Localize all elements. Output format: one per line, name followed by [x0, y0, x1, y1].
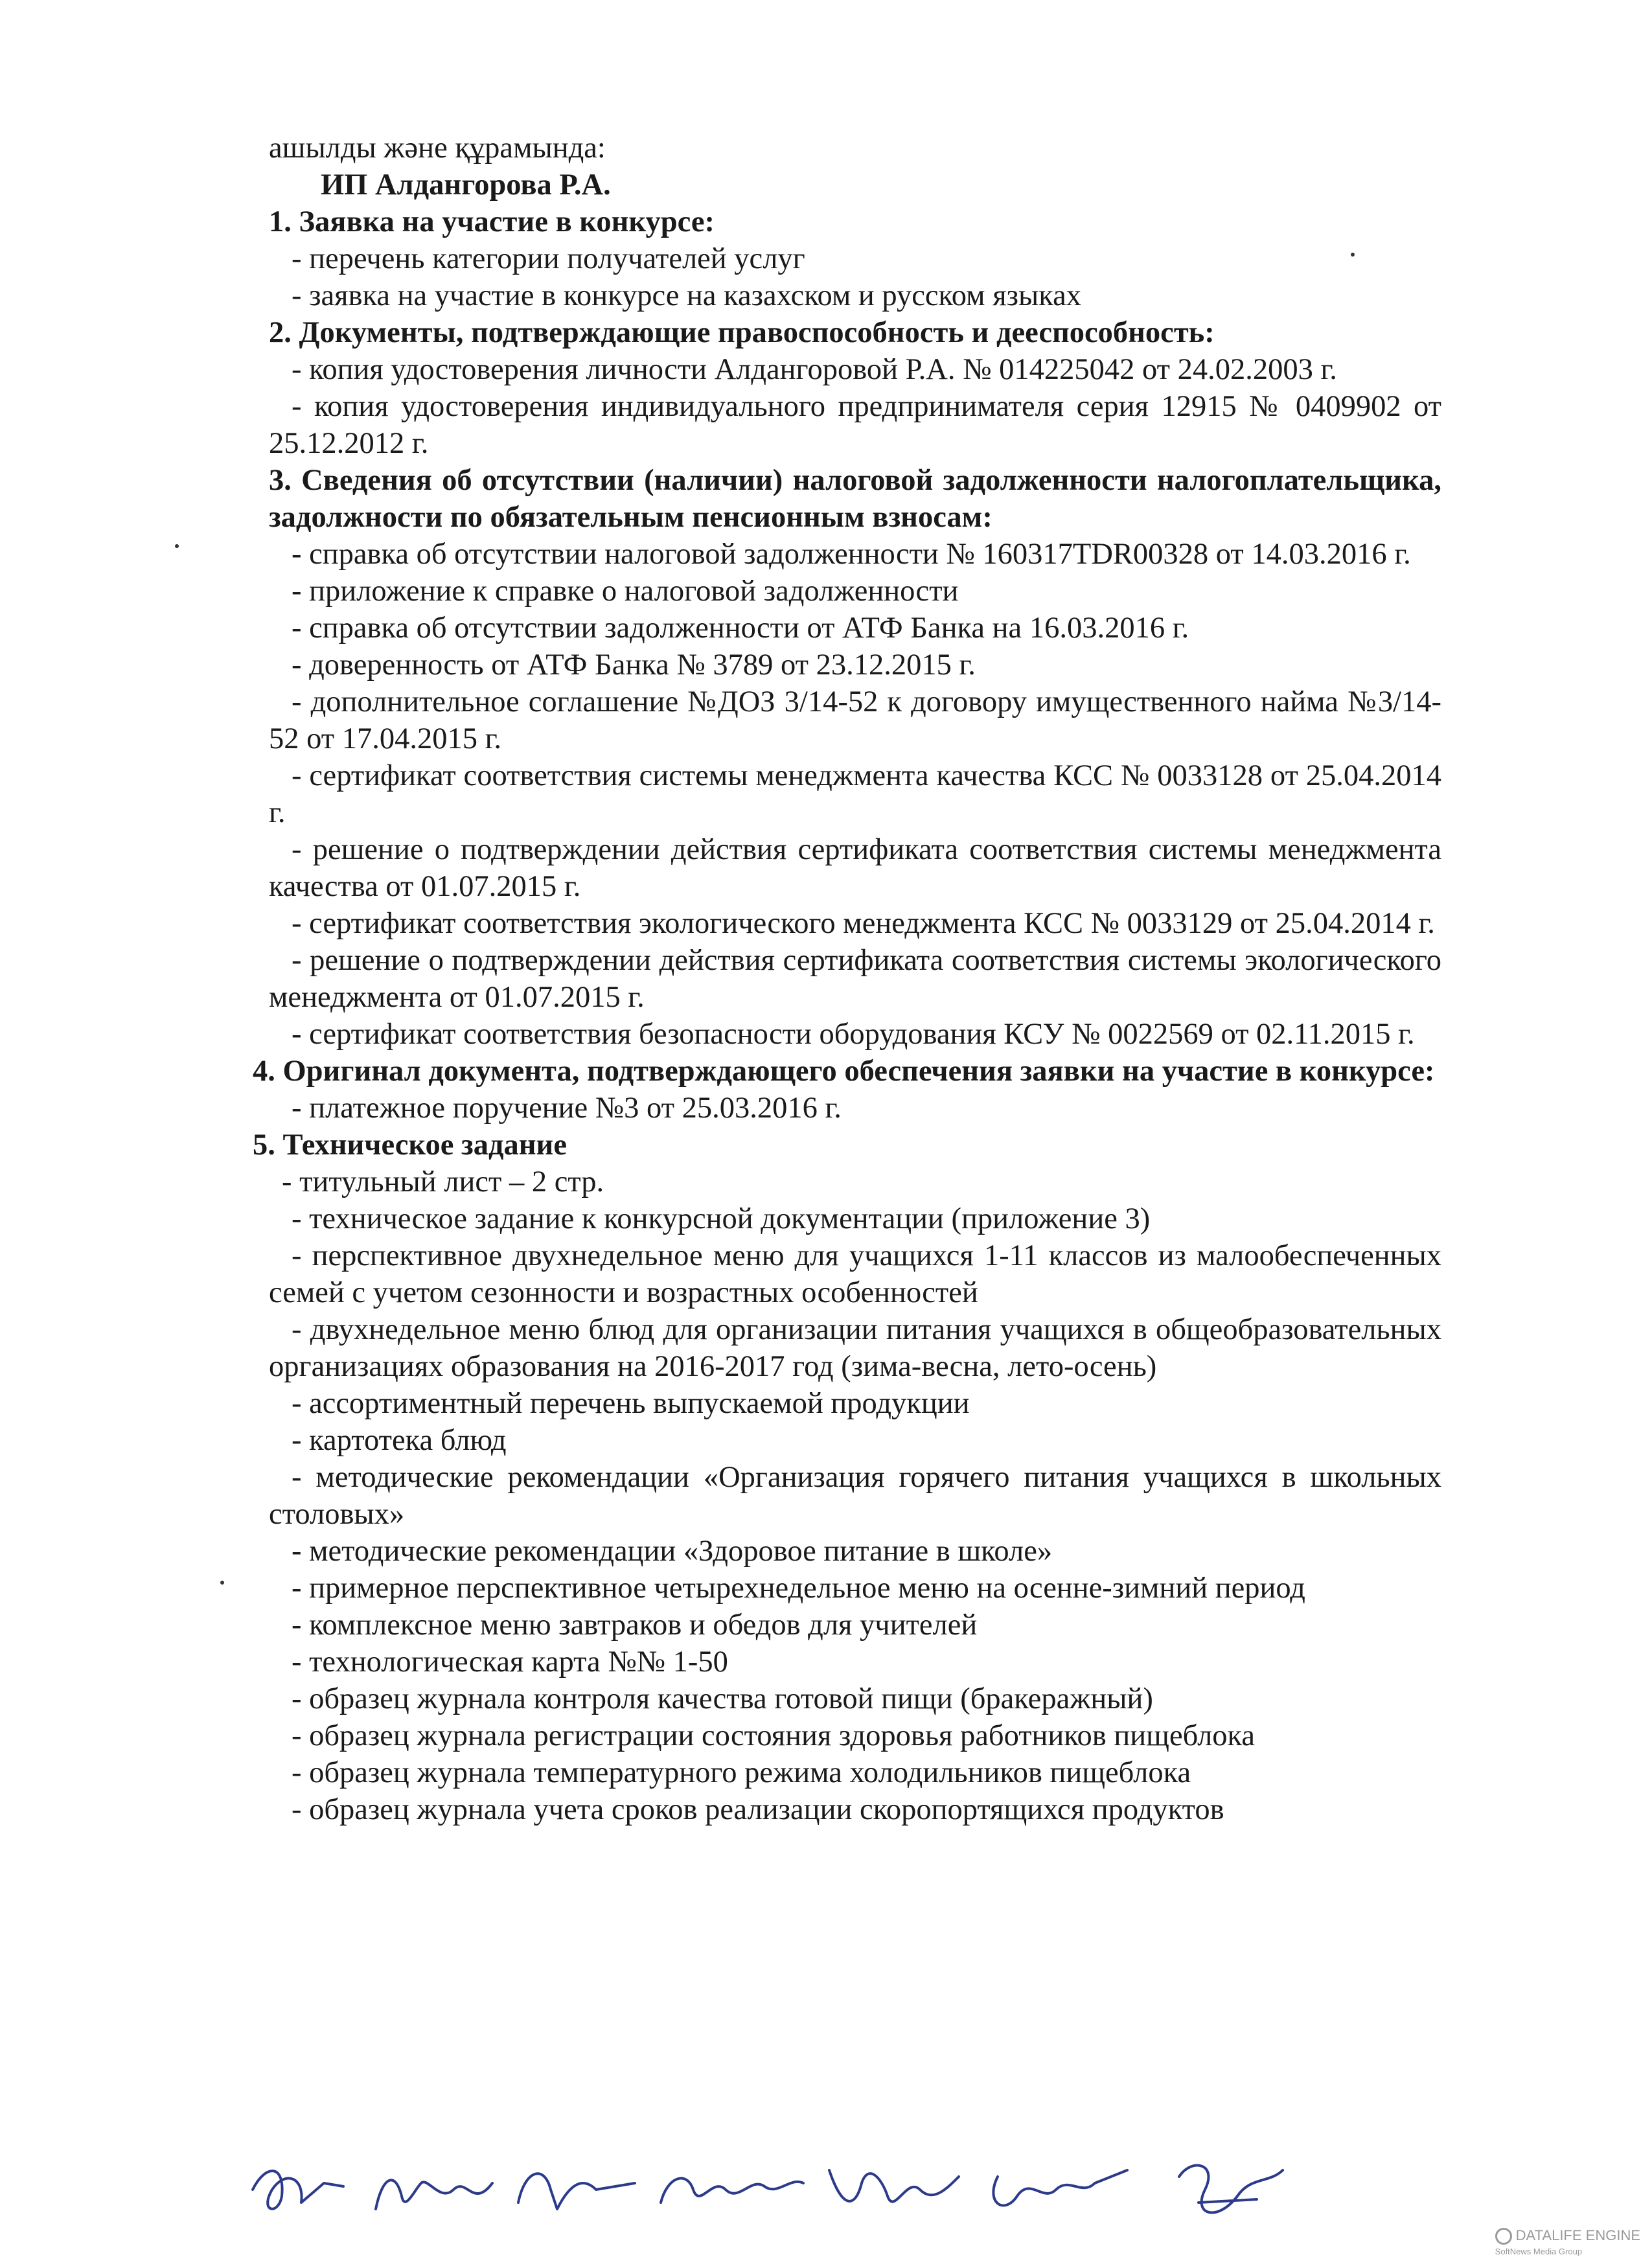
list-item: - комплексное меню завтраков и обедов для учителей — [292, 1609, 978, 1642]
section-1-title: 1. Заявка на участие в конкурсе: — [269, 205, 715, 238]
signature-2 — [376, 2180, 492, 2209]
signature-4 — [661, 2179, 803, 2203]
list-item: - образец журнала учета сроков реализации скоропортящихся продуктов — [292, 1793, 1224, 1826]
list-item: - примерное перспективное четырехнедельное меню на осенне-зимний период — [292, 1572, 1305, 1605]
section-4-title: 4. Оригинал документа, подтверждающего обеспечения заявки на участие в конкурсе: — [253, 1055, 1435, 1088]
list-item: - решение о подтверждении действия сертификата соответствия системы менеджмента качества от 01.07.2015 г. — [269, 833, 1441, 903]
section-5-title: 5. Техническое задание — [253, 1128, 567, 1162]
list-item: - картотека блюд — [292, 1424, 507, 1457]
scan-speck — [175, 544, 179, 548]
signatures — [246, 2151, 1360, 2228]
list-item: - методические рекомендации «Организация горячего питания учащихся в школьных столовых» — [269, 1461, 1441, 1531]
watermark-title: DATALIFE ENGINE — [1515, 2227, 1640, 2243]
list-item: - образец журнала контроля качества готовой пищи (бракеражный) — [292, 1682, 1153, 1715]
list-item: - перечень категории получателей услуг — [292, 242, 805, 275]
list-item: - дополнительное соглашение №ДОЗ 3/14-52 к договору имущественного найма №3/14-52 от 17.04.2015 г. — [269, 685, 1441, 755]
watermark — [1495, 2228, 1640, 2259]
list-item: - приложение к справке о налоговой задолженности — [292, 575, 959, 608]
company-name: ИП Алдангорова Р.А. — [321, 168, 611, 201]
list-item: - образец журнала регистрации состояния здоровья работников пищеблока — [292, 1719, 1256, 1752]
intro-line: ашылды және құрамында: — [269, 132, 606, 165]
list-item: - ассортиментный перечень выпускаемой продукции — [292, 1387, 970, 1420]
list-item: - техническое задание к конкурсной документации (приложение 3) — [292, 1202, 1151, 1235]
list-item: - копия удостоверения индивидуального предпринимателя серия 12915 № 0409902 от 25.12.2012 г. — [269, 390, 1441, 460]
list-item: - сертификат соответствия экологического менеджмента КСС № 0033129 от 25.04.2014 г. — [292, 907, 1435, 940]
signature-5 — [829, 2170, 959, 2202]
scan-speck — [1351, 253, 1355, 257]
list-item: - копия удостоверения личности Алдангоровой Р.А. № 014225042 от 24.02.2003 г. — [292, 353, 1337, 386]
list-item: - технологическая карта №№ 1-50 — [292, 1645, 728, 1678]
list-item: - платежное поручение №3 от 25.03.2016 г. — [292, 1092, 842, 1125]
signature-1 — [253, 2171, 343, 2209]
list-item: - титульный лист – 2 стр. — [282, 1165, 604, 1198]
signature-3 — [518, 2173, 635, 2209]
list-item: - образец журнала температурного режима холодильников пищеблока — [292, 1756, 1191, 1789]
signature-6 — [993, 2170, 1127, 2205]
section-2-title: 2. Документы, подтверждающие правоспособность и дееспособность: — [269, 316, 1215, 349]
list-item: - заявка на участие в конкурсе на казахском и русском языках — [292, 279, 1081, 312]
signature-7 — [1179, 2166, 1283, 2213]
section-3-title: 3. Сведения об отсутствии (наличии) налоговой задолженности налогоплательщика, задолжности по обязательным пенсионным взносам: — [269, 464, 1441, 534]
list-item: - доверенность от АТФ Банка № 3789 от 23.12.2015 г. — [292, 648, 976, 682]
list-item: - сертификат соответствия безопасности оборудования КСУ № 0022569 от 02.11.2015 г. — [292, 1018, 1415, 1051]
document-body — [253, 130, 1441, 1828]
list-item: - справка об отсутствии задолженности от АТФ Банка на 16.03.2016 г. — [292, 612, 1189, 645]
list-item: - справка об отсутствии налоговой задолженности № 160317TDR00328 от 14.03.2016 г. — [292, 538, 1411, 571]
list-item: - методические рекомендации «Здоровое питание в школе» — [292, 1535, 1053, 1568]
list-item: - решение о подтверждении действия сертификата соответствия системы экологического менеджмента от 01.07.2015 г. — [269, 944, 1441, 1014]
list-item: - двухнедельное меню блюд для организации питания учащихся в общеобразовательных организациях образования на 2016-2017 год (зима-весна, лето-осень) — [269, 1313, 1441, 1383]
watermark-subtitle: SoftNews Media Group — [1495, 2247, 1583, 2256]
datalife-logo-icon — [1495, 2228, 1512, 2245]
scan-speck — [220, 1581, 224, 1585]
list-item: - перспективное двухнедельное меню для учащихся 1-11 классов из малообеспеченных семей с учетом сезонности и возрастных особенностей — [269, 1239, 1441, 1309]
list-item: - сертификат соответствия системы менеджмента качества КСС № 0033128 от 25.04.2014 г. — [269, 759, 1441, 829]
